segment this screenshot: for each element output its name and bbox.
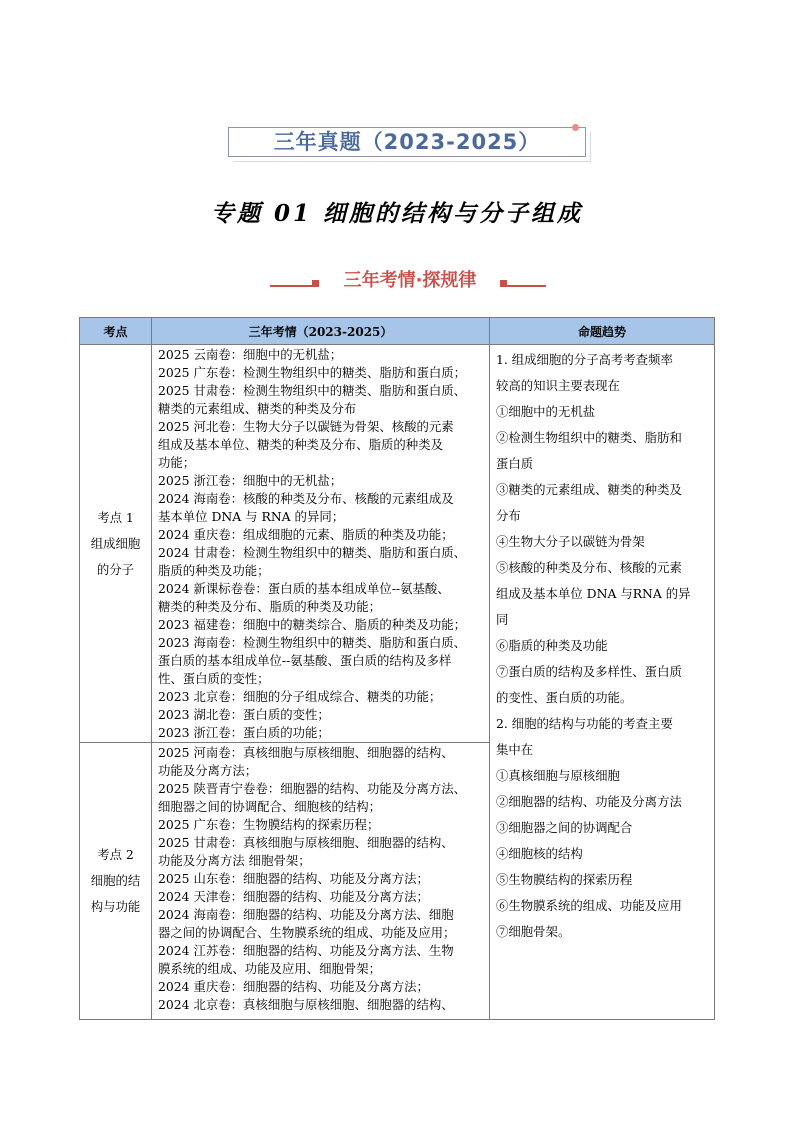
table-header-row — [80, 318, 715, 345]
header-trend: 命题趋势 — [490, 318, 715, 345]
trend-line: ⑥脂质的种类及功能 — [496, 638, 608, 653]
document-title: 专题 01 细胞的结构与分子组成 — [210, 200, 584, 227]
kaodian-cell — [80, 743, 152, 1020]
trend-line: ⑦细胞骨架。 — [496, 924, 571, 939]
section-header — [270, 268, 546, 294]
kaodian-name-line: 组成细胞 — [90, 535, 141, 551]
kaoqing-line: 蛋白质的基本组成单位--氨基酸、蛋白质的结构及多样 — [158, 653, 452, 668]
banner-title: 三年真题（2023-2025） — [273, 130, 541, 154]
kaoqing-line: 2024 甘肃卷：检测生物组织中的糖类、脂肪和蛋白质、 — [158, 545, 467, 560]
kaoqing-line: 2023 海南卷：检测生物组织中的糖类、脂肪和蛋白质、 — [158, 635, 467, 650]
kaodian-name-line: 构与功能 — [90, 899, 141, 914]
trend-cell — [490, 345, 715, 1020]
kaoqing-line: 2025 河北卷：生物大分子以碳链为骨架、核酸的元素 — [158, 419, 454, 434]
kaoqing-line: 2023 浙江卷：蛋白质的功能； — [158, 725, 330, 740]
trend-line: 集中在 — [496, 742, 534, 757]
trend-line: ⑦蛋白质的结构及多样性、蛋白质 — [496, 664, 682, 679]
trend-line: 组成及基本单位 DNA 与RNA 的异 — [496, 586, 691, 601]
trend-line: ②检测生物组织中的糖类、脂肪和 — [496, 430, 682, 445]
kaoqing-line: 组成及基本单位、糖类的种类及分布、脂质的种类及 — [158, 437, 443, 452]
header-kaoqing: 三年考情（2023-2025） — [152, 318, 490, 345]
kaoqing-line: 功能及分离方法； — [158, 763, 258, 778]
trend-line: ⑤核酸的种类及分布、核酸的元素 — [496, 560, 682, 575]
kaoqing-line: 细胞器之间的协调配合、细胞核的结构； — [158, 799, 382, 814]
section-title: 三年考情·探规律 — [343, 270, 477, 291]
section-right-line — [506, 285, 546, 287]
kaoqing-line: 2025 甘肃卷：真核细胞与原核细胞、细胞器的结构、 — [158, 835, 454, 850]
header-kaodian: 考点 — [80, 318, 152, 345]
kaoqing-line: 2023 湖北卷：蛋白质的变性； — [158, 707, 330, 722]
kaoqing-line: 2024 江苏卷：细胞器的结构、功能及分离方法、生物 — [158, 943, 454, 958]
kaodian-name-line: 的分子 — [96, 561, 135, 577]
kaoqing-line: 2025 广东卷：检测生物组织中的糖类、脂肪和蛋白质； — [158, 365, 467, 380]
trend-line: 分布 — [496, 508, 521, 523]
kaoqing-line: 脂质的种类及功能； — [158, 563, 270, 578]
section-left-line — [270, 285, 312, 287]
kaoqing-line: 性、蛋白质的变性； — [158, 671, 270, 686]
kaoqing-line: 2025 广东卷：生物膜结构的探索历程； — [158, 817, 380, 832]
trend-line: ①真核细胞与原核细胞 — [496, 768, 620, 783]
kaoqing-line: 2025 甘肃卷：检测生物组织中的糖类、脂肪和蛋白质、 — [158, 383, 467, 398]
kaoqing-line: 2025 陕晋青宁卷卷：细胞器的结构、功能及分离方法、 — [158, 781, 467, 796]
kaodian-cell — [80, 345, 152, 743]
trend-line: ④生物大分子以碳链为骨架 — [496, 534, 645, 549]
trend-line: 同 — [496, 612, 509, 627]
title-banner — [228, 127, 586, 157]
kaoqing-cell — [152, 743, 490, 1020]
kaoqing-line: 2025 云南卷：细胞中的无机盐； — [158, 347, 343, 362]
trend-line: ①细胞中的无机盐 — [496, 404, 596, 419]
kaodian-number: 考点 1 — [97, 509, 134, 525]
kaoqing-line: 基本单位 DNA 与 RNA 的异同； — [158, 509, 345, 524]
kaoqing-line: 2024 海南卷：细胞器的结构、功能及分离方法、细胞 — [158, 907, 454, 922]
trend-line: ③细胞器之间的协调配合 — [496, 820, 633, 835]
kaodian-name-line: 细胞的结 — [90, 873, 141, 888]
table-row — [80, 345, 715, 743]
kaoqing-line: 2024 天津卷：细胞器的结构、功能及分离方法； — [158, 889, 429, 904]
kaoqing-line: 2024 北京卷：真核细胞与原核细胞、细胞器的结构、 — [158, 997, 454, 1012]
trend-line: 1. 组成细胞的分子高考考查频率 — [496, 352, 673, 367]
trend-line: ③糖类的元素组成、糖类的种类及 — [496, 482, 682, 497]
kaoqing-cell — [152, 345, 490, 743]
trend-line: ④细胞核的结构 — [496, 846, 583, 861]
trend-line: 2. 细胞的结构与功能的考查主要 — [496, 716, 673, 731]
exam-analysis-table — [79, 317, 715, 1020]
banner-dot-decoration — [572, 124, 579, 131]
kaoqing-line: 2024 海南卷：核酸的种类及分布、核酸的元素组成及 — [158, 491, 454, 506]
kaoqing-line: 功能； — [158, 455, 196, 470]
kaoqing-line: 2025 河南卷：真核细胞与原核细胞、细胞器的结构、 — [158, 745, 454, 760]
kaoqing-line: 2024 新课标卷卷：蛋白质的基本组成单位--氨基酸、 — [158, 581, 450, 596]
trend-line: ⑤生物膜结构的探索历程 — [496, 872, 633, 887]
kaoqing-line: 2025 山东卷：细胞器的结构、功能及分离方法； — [158, 871, 429, 886]
kaoqing-line: 功能及分离方法 细胞骨架； — [158, 853, 311, 868]
trend-line: ②细胞器的结构、功能及分离方法 — [496, 794, 682, 809]
kaoqing-line: 2023 北京卷：细胞的分子组成综合、糖类的功能； — [158, 689, 442, 704]
trend-line: 较高的知识主要表现在 — [496, 378, 620, 393]
kaoqing-line: 膜系统的组成、功能及应用、细胞骨架； — [158, 961, 382, 976]
trend-line: ⑥生物膜系统的组成、功能及应用 — [496, 898, 682, 913]
trend-line: 蛋白质 — [496, 456, 534, 471]
kaoqing-line: 2023 福建卷：细胞中的糖类综合、脂质的种类及功能； — [158, 617, 467, 632]
kaoqing-line: 糖类的元素组成、糖类的种类及分布 — [158, 401, 357, 416]
kaoqing-line: 糖类的种类及分布、脂质的种类及功能； — [158, 599, 382, 614]
kaoqing-line: 2025 浙江卷：细胞中的无机盐； — [158, 473, 343, 488]
kaoqing-line: 2024 重庆卷：细胞器的结构、功能及分离方法； — [158, 979, 429, 994]
kaoqing-line: 2024 重庆卷：组成细胞的元素、脂质的种类及功能； — [158, 527, 454, 542]
section-left-square — [312, 280, 319, 287]
kaoqing-line: 器之间的协调配合、生物膜系统的组成、功能及应用； — [158, 925, 456, 940]
kaodian-number: 考点 2 — [97, 847, 134, 862]
trend-line: 的变性、蛋白质的功能。 — [496, 690, 633, 705]
